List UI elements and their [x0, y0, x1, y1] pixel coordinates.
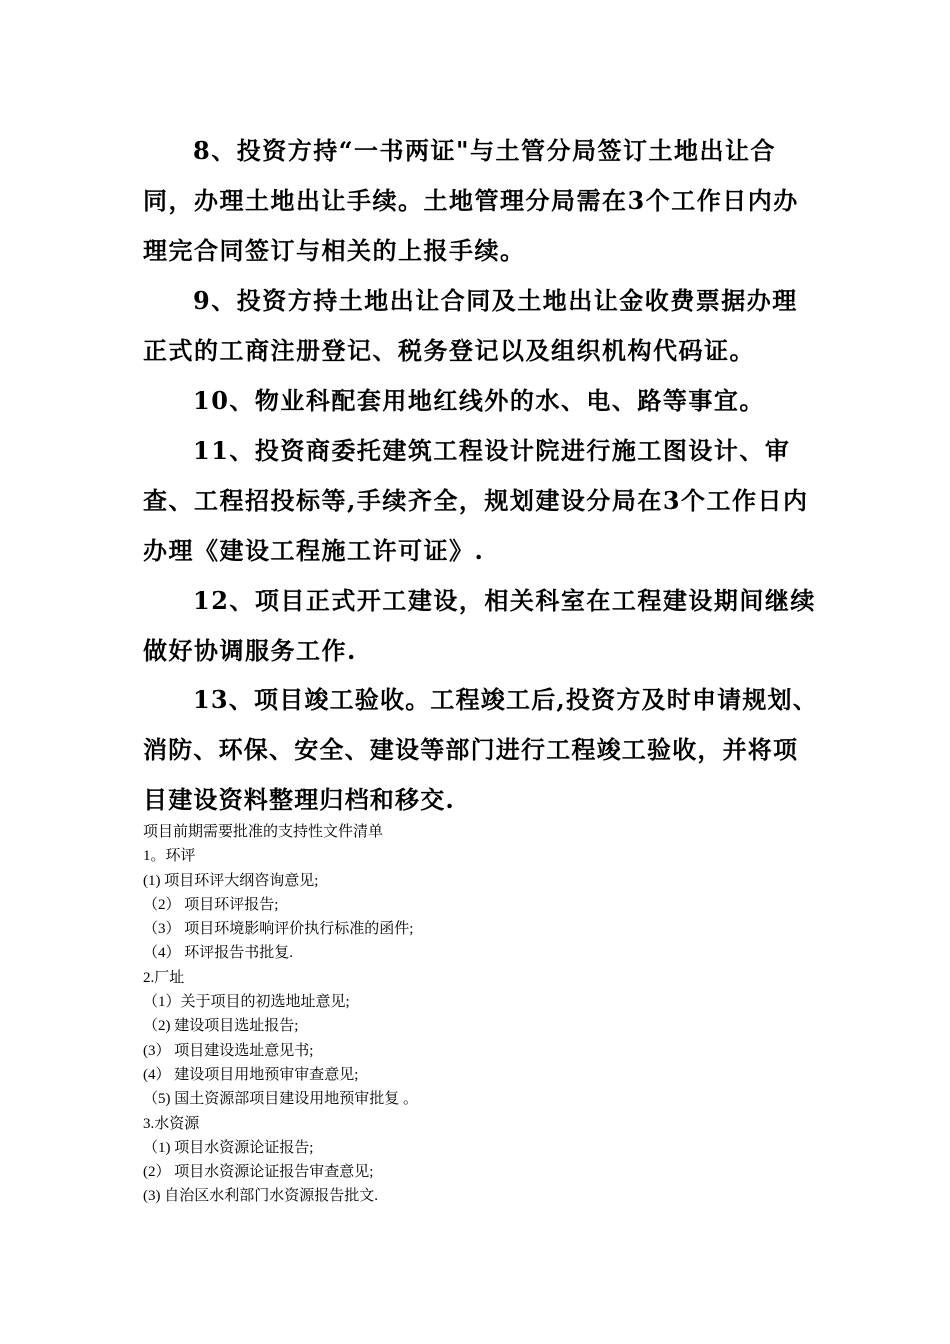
list-item: 3.水资源 [143, 1115, 200, 1132]
paragraph-9: 9、投资方持土地出让合同及土地出让金收费票据办理正式的工商注册登记、税务登记以及组织机构代码证。 [143, 286, 798, 365]
paragraph-12: 12、项目正式开工建设，相关科室在工程建设期间继续做好协调服务工作. [143, 586, 816, 665]
paragraph-10: 10、物业科配套用地红线外的水、电、路等事宜。 [193, 386, 765, 415]
list-item: (3） 项目建设选址意见书; [143, 1042, 314, 1059]
list-item: （3） 项目环境影响评价执行标准的函件; [143, 921, 414, 938]
paragraph-11: 11、投资商委托建筑工程设计院进行施工图设计、审查、工程招投标等,手续齐全，规划建设分局在3个工作日内办理《建设工程施工许可证》. [143, 436, 809, 565]
list-title: 项目前期需要批准的支持性文件清单 [143, 824, 384, 840]
list-item: (4） 建设项目用地预审审查意见; [143, 1066, 359, 1083]
supporting-documents-list [143, 820, 803, 1209]
list-item: （4） 环评报告书批复. [143, 945, 294, 962]
list-item: (1) 项目环评大纲咨询意见; [143, 872, 319, 889]
list-item: （2） 项目环评报告; [143, 896, 279, 913]
list-item: （2) 建设项目选址报告; [143, 1018, 299, 1035]
list-item: （1）关于项目的初选地址意见; [143, 994, 350, 1011]
list-item: （5) 国土资源部项目建设用地预审批复 。 [143, 1091, 418, 1108]
paragraph-13: 13、项目竣工验收。工程竣工后,投资方及时申请规划、消防、环保、安全、建设等部门进行工程竣工验收，并将项目建设资料整理归档和移交. [143, 685, 818, 814]
list-item: (2） 项目水资源论证报告审查意见; [143, 1164, 374, 1181]
list-item: 1。环评 [143, 848, 196, 865]
list-item: (3) 自治区水利部门水资源报告批文. [143, 1188, 378, 1205]
list-item: （1) 项目水资源论证报告; [143, 1139, 314, 1156]
paragraph-8: 8、投资方持“一书两证"与土管分局签订土地出让合同，办理土地出让手续。土地管理分局需在3个工作日内办理完合同签订与相关的上报手续。 [143, 136, 799, 265]
list-item: 2.厂址 [143, 969, 185, 986]
